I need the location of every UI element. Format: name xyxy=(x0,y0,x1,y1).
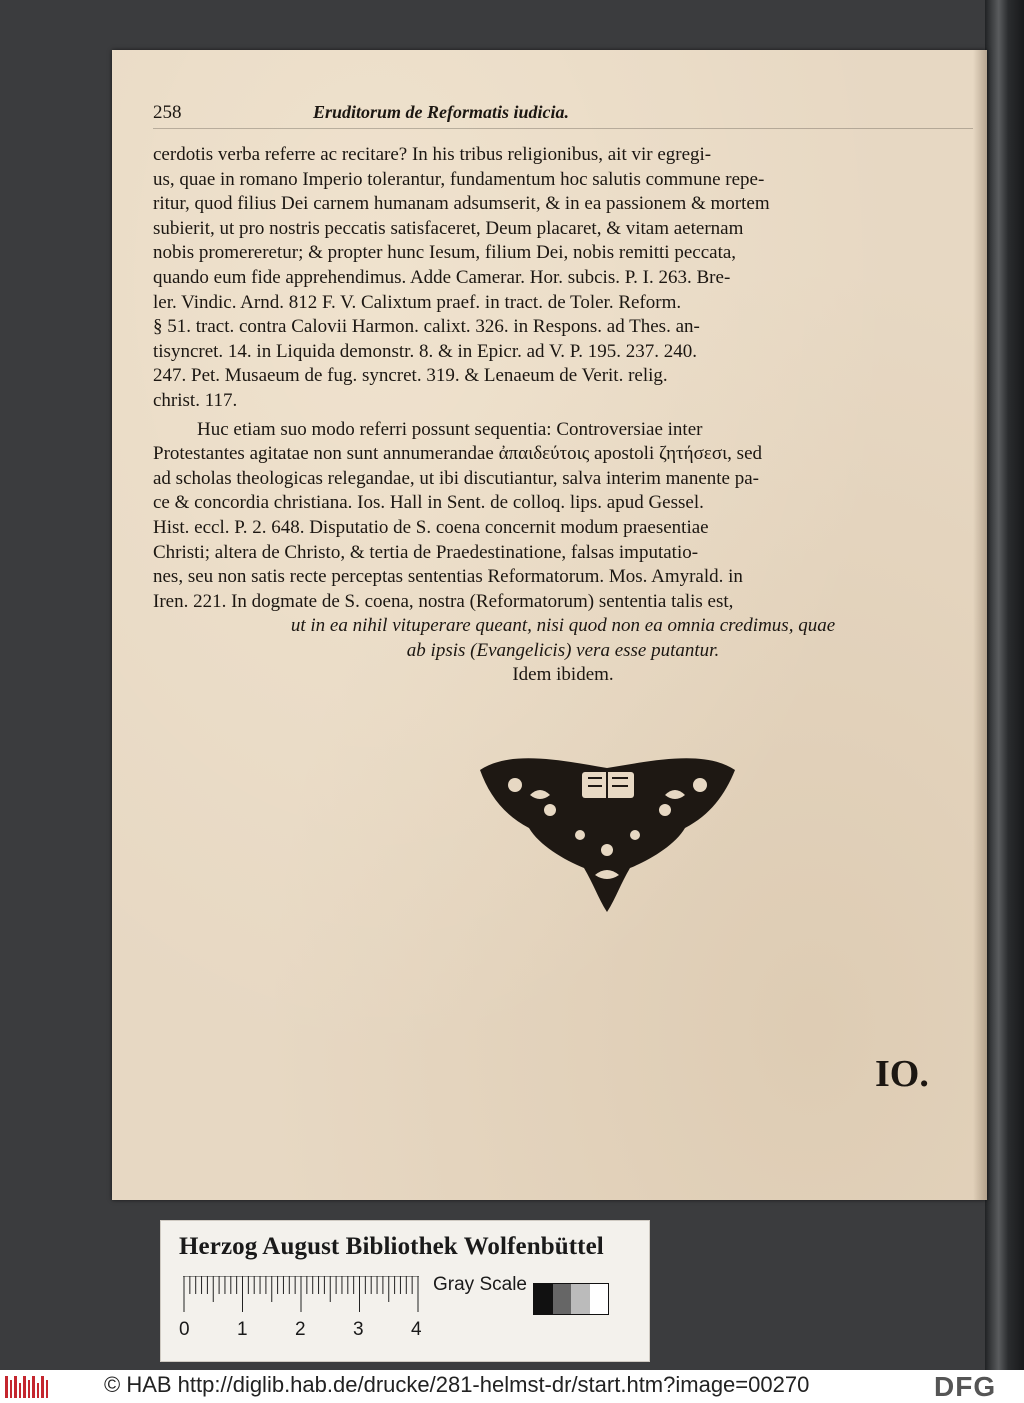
text-line: Protestantes agitatae non sunt annumerandae ἀπαιδεύτοις apostoli ζητήσεσι, sed xyxy=(153,443,763,465)
text-line: ad scholas theologicas relegandae, ut ibi discutiantur, salva interim manente pa- xyxy=(153,467,759,489)
gray-scale-swatches xyxy=(533,1283,609,1315)
gray-scale-label: Gray Scale xyxy=(433,1274,527,1295)
text-line: us, quae in romano Imperio tolerantur, fundamentum hoc salutis commune repe- xyxy=(153,168,765,190)
woodcut-ornament-icon xyxy=(470,750,745,915)
text-line: Iren. 221. In dogmate de S. coena, nostra (Reformatorum) sententia talis est, xyxy=(153,590,734,612)
text-line: tisyncret. 14. in Liquida demonstr. 8. & in Epicr. ad V. P. 195. 237. 240. xyxy=(153,340,697,362)
text-line: nes, seu non satis recte perceptas sententias Reformatorum. Mos. Amyrald. in xyxy=(153,566,743,588)
text-line: ler. Vindic. Arnd. 812 F. V. Calixtum praef. in tract. de Toler. Reform. xyxy=(153,291,682,313)
gray-swatch xyxy=(590,1284,609,1314)
library-color-card xyxy=(160,1220,650,1362)
text-line: ritur, quod filius Dei carnem humanam adsumserit, & in ea passionem & mortem xyxy=(153,193,770,215)
gray-swatch xyxy=(534,1284,553,1314)
ruler-number: 2 xyxy=(295,1319,306,1340)
ruler-number: 0 xyxy=(179,1319,190,1340)
text-line: Huc etiam suo modo referri possunt sequentia: Controversiae inter xyxy=(197,418,703,440)
dfg-logo: DFG xyxy=(934,1371,997,1402)
ruler-number: 4 xyxy=(411,1319,422,1340)
ruler-number: 3 xyxy=(353,1319,364,1340)
text-line: nobis promereretur; & propter hunc Iesum, filium Dei, nobis remitti peccata, xyxy=(153,242,737,264)
text-line: Christi; altera de Christo, & tertia de Praedestinatione, falsas imputatio- xyxy=(153,541,699,563)
ruler-scale-icon xyxy=(183,1276,419,1314)
gray-swatch xyxy=(553,1284,572,1314)
library-name: Herzog August Bibliothek Wolfenbüttel xyxy=(179,1233,604,1260)
gray-swatch xyxy=(571,1284,590,1314)
text-line-centered: ab ipsis (Evangelicis) vera esse putantur. xyxy=(406,639,720,661)
text-line: quando eum fide apprehendimus. Adde Camerar. Hor. subcis. P. I. 263. Bre- xyxy=(153,266,731,288)
paragraph-1 xyxy=(153,143,973,414)
text-line: christ. 117. xyxy=(153,389,238,411)
page-number: 258 xyxy=(153,102,182,123)
text-line: § 51. tract. contra Calovii Harmon. calixt. 326. in Respons. ad Thes. an- xyxy=(153,316,700,338)
text-line: Hist. eccl. P. 2. 648. Disputatio de S. coena concernit modum praesentiae xyxy=(153,516,709,538)
barcode-logo-icon xyxy=(5,1374,49,1400)
footer-bar xyxy=(0,1370,1024,1403)
text-line-centered: Idem ibidem. xyxy=(512,664,614,686)
page-gutter-shadow xyxy=(973,50,987,1200)
page-header xyxy=(153,100,973,129)
catchword: IO. xyxy=(875,1053,929,1095)
paragraph-2 xyxy=(153,418,973,689)
scanner-background-edge xyxy=(985,0,1024,1370)
ruler-number: 1 xyxy=(237,1319,248,1340)
text-line: 247. Pet. Musaeum de fug. syncret. 319. & Lenaeum de Verit. relig. xyxy=(153,365,668,387)
copyright-url-text[interactable]: © HAB http://diglib.hab.de/drucke/281-helmst-dr/start.htm?image=00270 xyxy=(104,1372,810,1397)
text-line: ce & concordia christiana. Ios. Hall in Sent. de colloq. lips. apud Gessel. xyxy=(153,492,704,514)
text-line: cerdotis verba referre ac recitare? In his tribus religionibus, ait vir egregi- xyxy=(153,144,712,165)
running-title: Eruditorum de Reformatis iudicia. xyxy=(313,102,570,122)
text-line-centered: ut in ea nihil vituperare queant, nisi quod non ea omnia credimus, quae xyxy=(290,615,836,637)
text-line: subierit, ut pro nostris peccatis satisfaceret, Deum placaret, & vitam aeternam xyxy=(153,217,744,239)
page-text xyxy=(153,100,973,688)
